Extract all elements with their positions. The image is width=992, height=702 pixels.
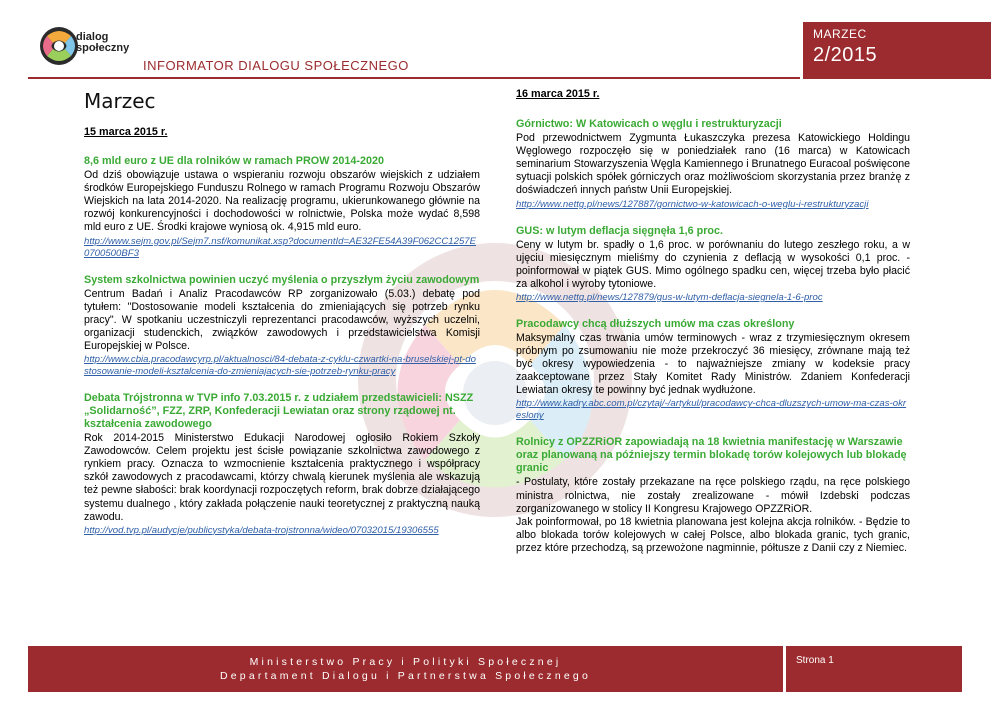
article bbox=[516, 436, 910, 555]
logo-text-line1: dialog bbox=[76, 31, 109, 43]
article bbox=[84, 155, 480, 259]
article-link[interactable]: http://www.nettg.pl/news/127887/gornictwo-w-katowicach-o-weglu-i-restrukturyzacji bbox=[516, 198, 869, 210]
article-body: Od dziś obowiązuje ustawa o wspieraniu rozwoju obszarów wiejskich z udziałem środków Europejskiego Funduszu Rolnego w ramach Programu Rozwoju Obszarów Wiejskich na lata 2014-2020. Na realizację programu, ukierunkowanego głównie na rozwój konkurencyjności i dochodowości w rolnictwie, Polska może wydać 8,598 mld euro z UE. Środki krajowe wyniosą ok. 4,915 mld euro. bbox=[84, 169, 480, 234]
issue-month: MARZEC bbox=[813, 27, 867, 41]
article-link[interactable]: http://vod.tvp.pl/audycje/publicystyka/debata-trojstronna/wideo/07032015/19306555 bbox=[84, 524, 439, 536]
date-heading: 16 marca 2015 r. bbox=[516, 88, 600, 100]
article-title: Górnictwo: W Katowicach o węglu i restrukturyzacji bbox=[516, 118, 782, 131]
footer-page-box bbox=[786, 646, 962, 692]
page-number: Strona 1 bbox=[796, 655, 834, 666]
article-link[interactable]: http://www.cbia.pracodawcyrp.pl/aktualnosci/84-debata-z-cyklu-czwartki-na-bruselskiej-pt-dostosowanie-modeli-ksztalcenia-do-zmieniajacych-sie-potrzeb-rynku-pracy bbox=[84, 354, 476, 378]
page-footer bbox=[28, 646, 962, 692]
article-body: Pod przewodnictwem Zygmunta Łukaszczyka prezesa Katowickiego Holdingu Węglowego rozpoczęło się w poniedziałek rano (16 marca) w Katowicach seminarium Stowarzyszenia Węgla Kamiennego i Brunatnego Euracoal poświęcone sytuacji polskich spółek górniczych oraz możliwościom skorzystania przez branżę z doświadczeń innych państw Unii Europejskiej. bbox=[516, 132, 910, 197]
article-body: Maksymalny czas trwania umów terminowych - wraz z trzymiesięcznym okresem próbnym po zsumowaniu nie może przekroczyć 36 miesięcy, zrównane mają też być okresy wypowiedzenia - to najważniejsze zmiany w kodeksie pracy zaakceptowane przez Stały Komitet Rady Ministrów. Zdaniem Konfederacji Lewiatan okresy te powinny być jednak wydłużone. bbox=[516, 331, 910, 397]
article-title: 8,6 mld euro z UE dla rolników w ramach PROW 2014-2020 bbox=[84, 155, 385, 168]
date-heading: 15 marca 2015 r. bbox=[84, 126, 168, 138]
month-heading: Marzec bbox=[84, 89, 156, 113]
left-column bbox=[84, 88, 480, 551]
article bbox=[84, 392, 480, 537]
article-title: Debata Trójstronna w TVP info 7.03.2015 r. z udziałem przedstawicieli: NSZZ „Solidarność”, FZZ, ZRP, Konfederacji Lewiatan oraz strony rządowej nt. kształcenia zawodowego bbox=[84, 392, 474, 431]
article-title: Pracodawcy chcą dłuższych umów ma czas określony bbox=[516, 317, 795, 330]
newsletter-title: INFORMATOR DIALOGU SPOŁECZNEGO bbox=[143, 58, 409, 73]
header-divider bbox=[28, 77, 800, 79]
right-column bbox=[516, 88, 910, 569]
issue-box bbox=[803, 22, 991, 79]
issue-number: 2/2015 bbox=[813, 44, 878, 66]
article-link[interactable]: http://www.kadry.abc.com.pl/czytaj/-/artykul/pracodawcy-chca-dluzszych-umow-ma-czas-okreslony bbox=[516, 398, 907, 422]
article-body: Rok 2014-2015 Ministerstwo Edukacji Narodowej ogłosiło Rokiem Szkoły Zawodowców. Celem projektu jest ścisłe powiązanie szkolnictwa zawodowego z rynkiem pracy. Oznacza to wzmocnienie kształcenia praktycznego i współpracy szkół zawodowych z pracodawcami, którzy chwalą kierunek myślenia ale wskazują też pewne słabości: brak koordynacji rozpoczętych reform, brak dobrze działającego systemu dualnego , który zakłada połączenie nauki teoretycznej z praktyczną nauką zawodu. bbox=[84, 432, 480, 523]
article-title: Rolnicy z OPZZRiOR zapowiadają na 18 kwietnia manifestację w Warszawie oraz planowaną na późniejszy termin blokadę torów kolejowych lub blokadę granic bbox=[516, 436, 907, 475]
article-title: System szkolnictwa powinien uczyć myślenia o przyszłym życiu zawodowym bbox=[84, 273, 480, 286]
article bbox=[516, 118, 910, 210]
article-title: GUS: w lutym deflacja sięgnęła 1,6 proc. bbox=[516, 224, 724, 237]
article bbox=[84, 274, 480, 378]
logo-text-line2: społeczny bbox=[76, 42, 130, 54]
article-body-continued: Jak poinformował, po 18 kwietnia planowana jest kolejna akcja rolników. - Będzie to albo blokada torów kolejowych w całej Polsce, albo blokada granic, tych granic, przez które przechodzą, są przewożone nagminnie, półtusze z Danii czy z Niemiec. bbox=[516, 515, 910, 554]
article bbox=[516, 318, 910, 422]
page-header bbox=[28, 22, 962, 78]
article-body: Ceny w lutym br. spadły o 1,6 proc. w porównaniu do lutego zeszłego roku, a w ujęciu miesięcznym mieliśmy do czynienia z deflacją w wysokości 0,1 proc. - poinformował w piątek GUS. Mimo ogólnego spadku cen, więcej trzeba było płacić za alkohol i wyroby tytoniowe. bbox=[516, 238, 910, 290]
article-link[interactable]: http://www.nettg.pl/news/127879/gus-w-lutym-deflacja-siegnela-1-6-proc bbox=[516, 291, 823, 303]
article-link[interactable]: http://www.sejm.gov.pl/Sejm7.nsf/komunikat.xsp?documentId=AE32FE54A39F062CC1257E0700500BF3 bbox=[84, 235, 477, 259]
article-body: - Postulaty, które zostały przekazane na ręce polskiego rządu, na ręce polskiego ministra rolnictwa, nie zostały zrealizowane - mówił Izdebski podczas zorganizowanego w stolicy II Kongresu Krajowego OPZZRiOR. bbox=[516, 476, 910, 515]
footer-ministry: Ministerstwo Pracy i Polityki Społecznej bbox=[249, 656, 562, 668]
footer-department: Departament Dialogu i Partnerstwa Społecznego bbox=[219, 670, 592, 682]
article bbox=[516, 225, 910, 304]
footer-ministry-box bbox=[28, 646, 783, 692]
logo-wordmark bbox=[76, 32, 129, 54]
article-body: Centrum Badań i Analiz Pracodawców RP zorganizowało (5.03.) debatę pod tytułem: "Dostosowanie modeli kształcenia do zmieniających się potrzeb rynku pracy". W spotkaniu uczestniczyli reprezentanci pracodawców, wyższych uczelni, organizacji studenckich, związków zawodowych i przedstawicielstwa Komisji Europejskiej w Polsce. bbox=[84, 287, 480, 352]
